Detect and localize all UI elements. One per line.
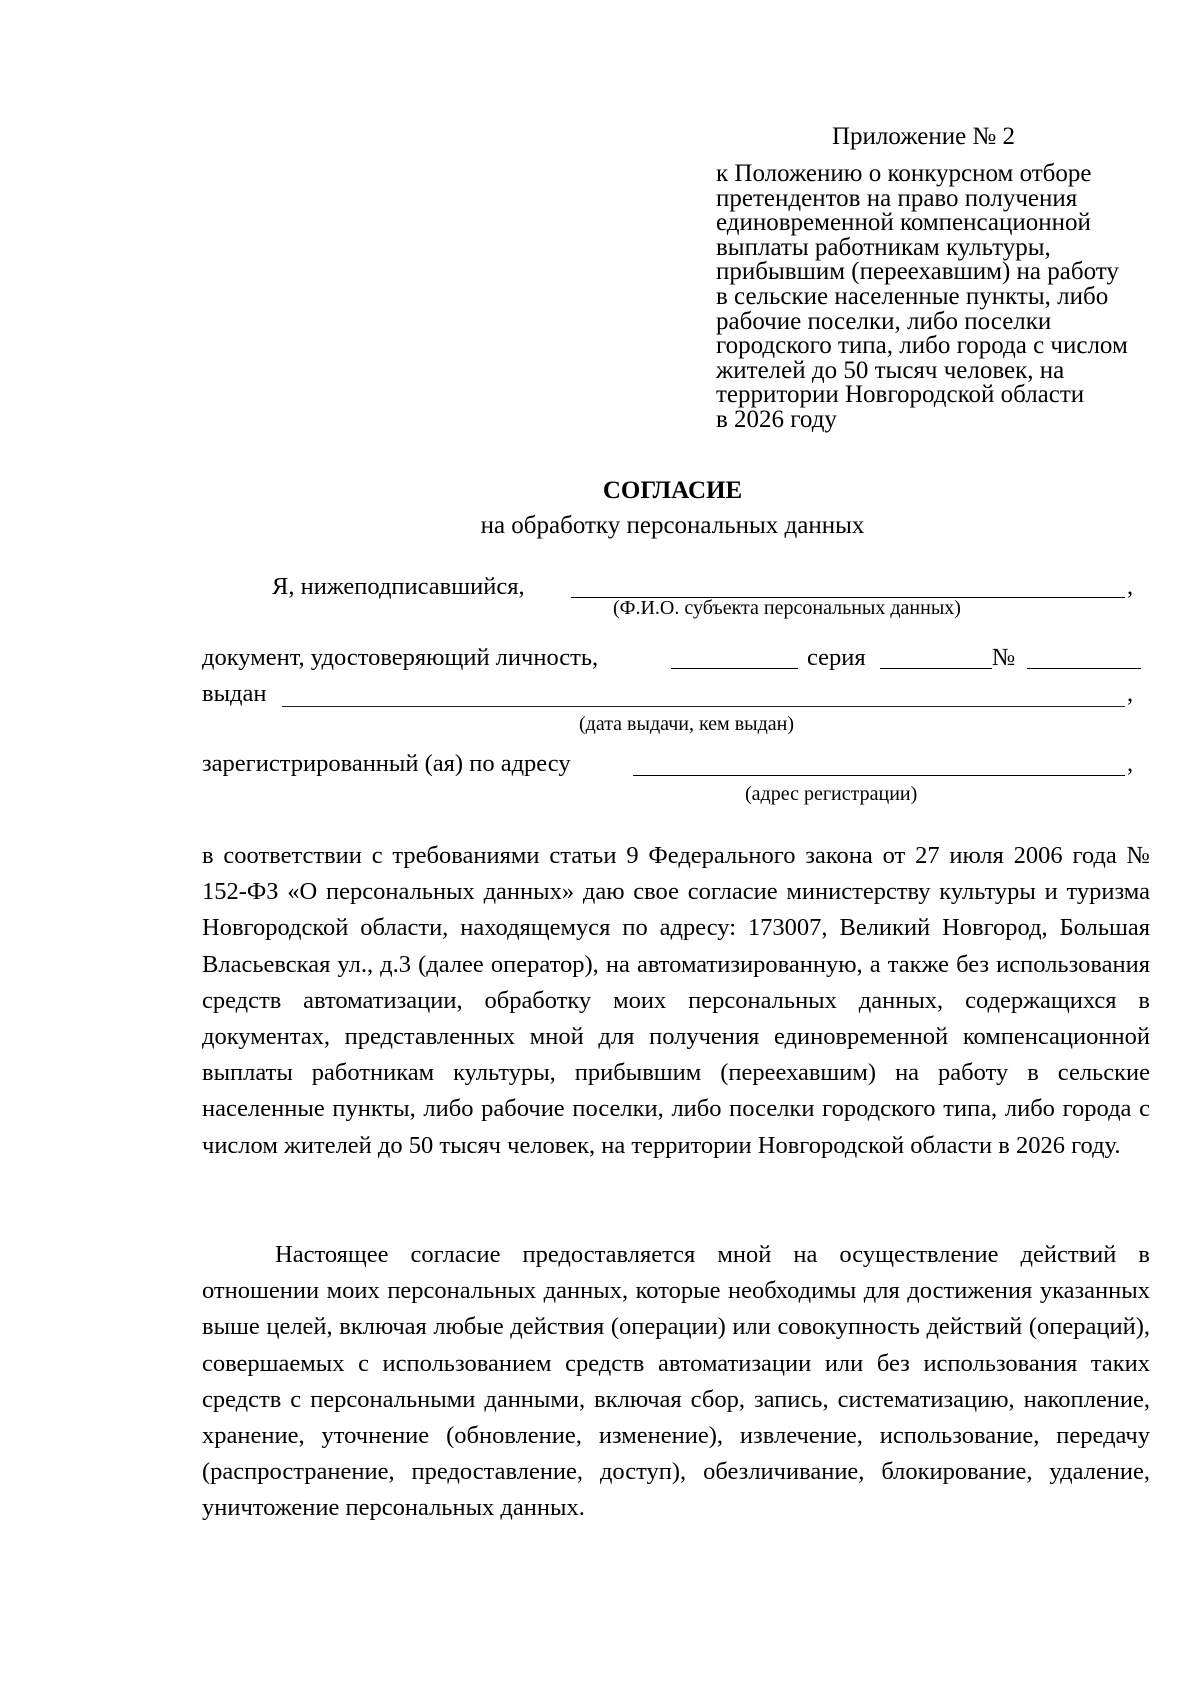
address-label: зарегистрированный (ая) по адресу (202, 750, 571, 777)
id-document-field[interactable] (671, 668, 798, 669)
address-comma: , (1127, 750, 1134, 777)
address-field[interactable] (633, 775, 1125, 776)
appendix-title: Приложение № 2 (832, 123, 1016, 150)
issued-hint: (дата выдачи, кем выдан) (579, 713, 794, 735)
id-document-label: документ, удостоверяющий личность, (202, 644, 599, 671)
name-hint: (Ф.И.О. субъекта персональных данных) (613, 597, 961, 619)
number-field[interactable] (1027, 668, 1141, 669)
consent-paragraph-2: Настоящее согласие предоставляется мной на осуществление действий в отношении моих персональных данных, которые необходимы для достижения указанных выше целей, включая любые действия (операции) или совокупность действий (операций), совершаемых с использованием средств автоматизации или без использования таких средств с персональными данными, включая сбор, запись, систематизацию, накопление, хранение, уточнение (обновление, изменение), извлечение, использование, передачу (распространение, предоставление, доступ), обезличивание, блокирование, удаление, уничтожение персональных данных. (202, 1241, 1150, 1522)
address-hint: (адрес регистрации) (745, 783, 918, 805)
issued-label: выдан (202, 680, 267, 707)
document-subtitle: на обработку персональных данных (480, 512, 865, 539)
series-field[interactable] (880, 668, 992, 669)
issued-field[interactable] (282, 706, 1125, 707)
consent-paragraph-1: в соответствии с требованиями статьи 9 Федерального закона от 27 июля 2006 года № 152-ФЗ «О персональных данных» даю свое согласие министерству культуры и туризма Новгородской области, находящемуся по адресу: 173007, Великий Новгород, Большая Власьевская ул., д.3 (далее оператор), на автоматизированную, а также без использования средств автоматизации, обработку моих персональных данных, содержащихся в документах, представленных мной для получения единовременной компенсационной выплаты работникам культуры, прибывшим (переехавшим) на работу в сельские населенные пункты, либо рабочие поселки, либо поселки городского типа, либо города с числом жителей до 50 тысяч человек, на территории Новгородской области в 2026 году. (202, 842, 1150, 1159)
document-title: СОГЛАСИЕ (602, 477, 743, 504)
name-label: Я, нижеподписавшийся, (272, 573, 525, 600)
series-label: серия (807, 644, 866, 671)
appendix-reference: к Положению о конкурсном отборе претендентов на право получения единовременной компенсационной выплаты работникам культуры, прибывшим (переехавшим) на работу в сельские населенные пункты, либо рабочие поселки, либо поселки городского типа, либо города с числом жителей до 50 тысяч человек, на территории Новгородской области в 2026 году (716, 160, 1128, 433)
issued-comma: , (1127, 680, 1134, 707)
number-label: № (992, 644, 1016, 671)
name-comma: , (1127, 573, 1134, 600)
